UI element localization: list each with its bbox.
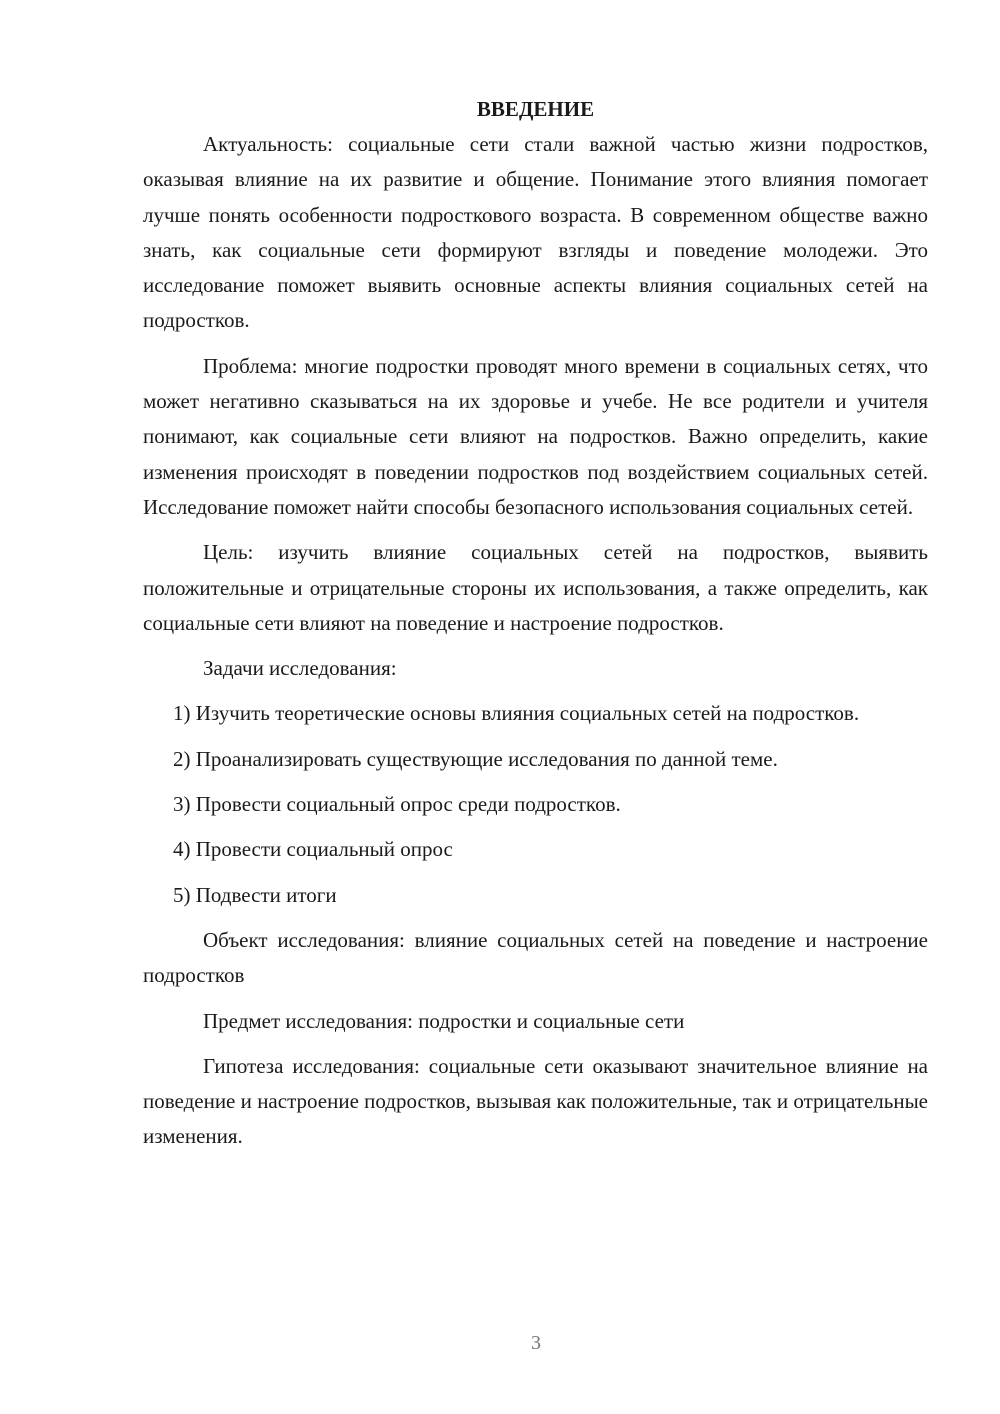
tasks-heading: Задачи исследования: (203, 656, 397, 681)
paragraph-hypothesis: Гипотеза исследования: социальные сети оказывают значительное влияние на поведение и настроение подростков, вызывая как положительные, так и отрицательные изменения. (143, 1053, 928, 1149)
task-item-5: 5) Подвести итоги (173, 882, 337, 907)
section-title: ВВЕДЕНИЕ (476, 97, 595, 121)
paragraph-object: Объект исследования: влияние социальных сетей на поведение и настроение подростков (143, 927, 928, 988)
paragraph-problem: Проблема: многие подростки проводят много времени в социальных сетях, что может негативно сказываться на их здоровье и учебе. Не все родители и учителя понимают, как социальные сети влияют на подростков. Важно определить, какие изменения происходят в поведении подростков под воздействием социальных сетей. Исследование поможет найти способы безопасного использования социальных сетей. (143, 353, 928, 519)
paragraph-relevance: Актуальность: социальные сети стали важной частью жизни подростков, оказывая влияние на их развитие и общение. Понимание этого влияния помогает лучше понять особенности подросткового возраста. В современном обществе важно знать, как социальные сети формируют взгляды и поведение молодежи. Это исследование поможет выявить основные аспекты влияния социальных сетей на подростков. (143, 132, 928, 333)
paragraph-subject: Предмет исследования: подростки и социальные сети (203, 1008, 685, 1033)
task-item-2: 2) Проанализировать существующие исследования по данной теме. (173, 746, 778, 771)
document-page (143, 92, 928, 1165)
task-item-1: 1) Изучить теоретические основы влияния социальных сетей на подростков. (173, 701, 860, 726)
page-number: 3 (531, 1332, 541, 1354)
paragraph-goal: Цель: изучить влияние социальных сетей на подростков, выявить положительные и отрицательные стороны их использования, а также определить, как социальные сети влияют на поведение и настроение подростков. (143, 540, 928, 635)
task-item-4: 4) Провести социальный опрос (173, 837, 453, 862)
task-item-3: 3) Провести социальный опрос среди подростков. (173, 792, 621, 817)
